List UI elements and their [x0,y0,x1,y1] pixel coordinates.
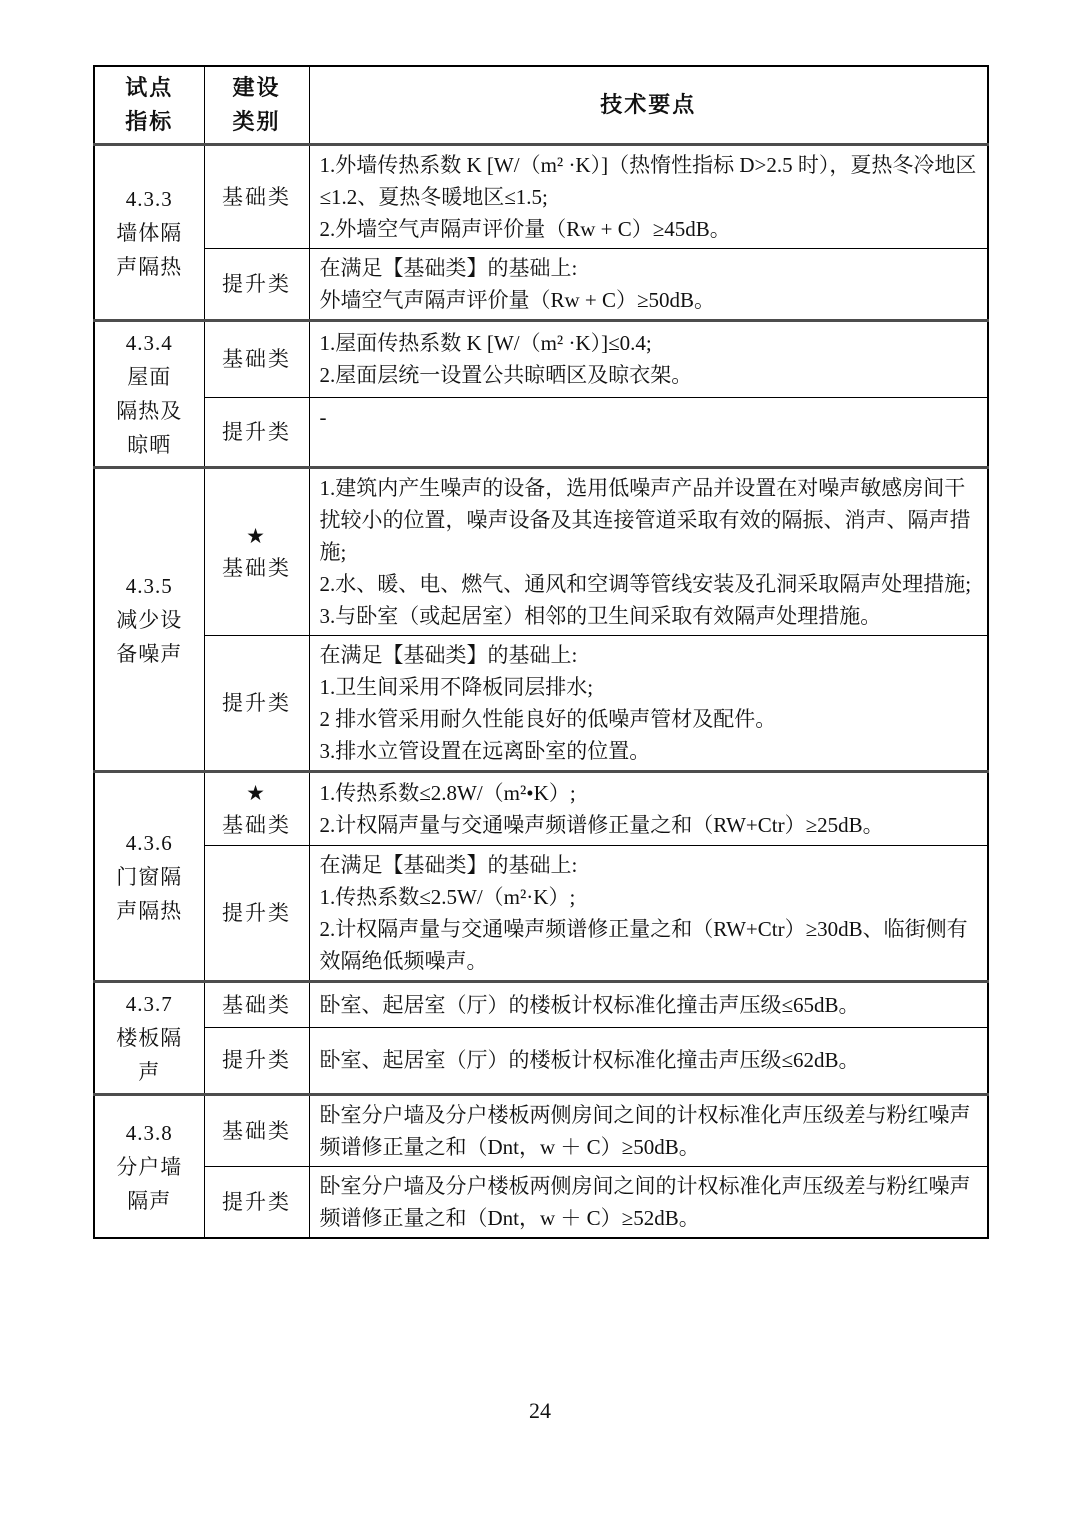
tech-cell [309,772,988,846]
header-tech: 技术要点 [309,66,988,145]
tech-cell [309,636,988,772]
table-row [94,1095,988,1167]
tech-item: 2 排水管采用耐久性能良好的低噪声管材及配件。 [319,707,777,731]
table-row [94,145,988,249]
tech-item: 2.计权隔声量与交通噪声频谱修正量之和（RW+Ctr）≥30dB、临街侧有效隔绝低频噪声。 [319,917,968,973]
category-cell: 基础类 [204,1095,309,1167]
tech-item: 3.排水立管设置在远离卧室的位置。 [319,739,651,763]
tech-item: 2.水、暖、电、燃气、通风和空调等管线安装及孔洞采取隔声处理措施; [319,572,972,596]
indicator-cell: 4.3.3 墙体隔 声隔热 [94,145,204,321]
table-row [94,397,988,467]
table-row [94,321,988,398]
tech-cell [309,1167,988,1239]
table-row [94,636,988,772]
tech-cell [309,1095,988,1167]
tech-item: 1.传热系数≤2.5W/（m²·K）; [319,885,576,909]
tech-item: - [319,404,327,429]
tech-item: 1.建筑内产生噪声的设备，选用低噪声产品并设置在对噪声敏感房间干扰较小的位置，噪声设备及其连接管道采取有效的隔振、消声、隔声措施; [319,476,971,564]
tech-cell [309,397,988,467]
tech-item: 2.计权隔声量与交通噪声频谱修正量之和（RW+Ctr）≥25dB。 [319,813,884,837]
indicator-cell: 4.3.6 门窗隔 声隔热 [94,772,204,982]
tech-item: 卧室、起居室（厅）的楼板计权标准化撞击声压级≤62dB。 [319,1048,860,1073]
tech-item: 在满足【基础类】的基础上: [319,256,578,280]
header-indicator: 试点 指标 [94,66,204,145]
tech-cell [309,1027,988,1094]
spec-table [93,65,989,1239]
tech-cell [309,145,988,249]
tech-cell [309,982,988,1028]
table-row [94,982,988,1028]
category-cell: 提升类 [204,846,309,982]
tech-item: 2.屋面层统一设置公共晾晒区及晾衣架。 [319,363,693,388]
category-cell: 提升类 [204,397,309,467]
category-cell: ★ 基础类 [204,772,309,846]
table-header-row [94,66,988,145]
table-row [94,772,988,846]
tech-item: 1.屋面传热系数 K [W/（m² ·K）]≤0.4; [319,331,652,356]
indicator-cell: 4.3.7 楼板隔 声 [94,982,204,1095]
tech-item: 1.外墙传热系数 K [W/（m² ·K）]（热惰性指标 D>2.5 时），夏热冬冷地区≤1.2、夏热冬暖地区≤1.5; [319,153,977,209]
tech-cell [309,468,988,636]
tech-item: 卧室分户墙及分户楼板两侧房间之间的计权标准化声压级差与粉红噪声频谱修正量之和（Dnt，w ＋ C）≥52dB。 [319,1174,971,1230]
category-cell: 基础类 [204,145,309,249]
table-row [94,1167,988,1239]
tech-cell [309,846,988,982]
tech-item: 2.外墙空气声隔声评价量（Rw + C）≥45dB。 [319,217,731,241]
tech-item: 1.传热系数≤2.8W/（m²•K）; [319,781,576,805]
category-cell: ★ 基础类 [204,468,309,636]
indicator-cell: 4.3.5 减少设 备噪声 [94,468,204,772]
tech-item: 在满足【基础类】的基础上: [319,853,578,877]
header-category: 建设 类别 [204,66,309,145]
table-row [94,468,988,636]
category-cell: 提升类 [204,636,309,772]
category-cell: 提升类 [204,249,309,321]
tech-item: 1.卫生间采用不降板同层排水; [319,675,594,699]
page-number: 24 [529,1398,551,1423]
tech-item: 卧室分户墙及分户楼板两侧房间之间的计权标准化声压级差与粉红噪声频谱修正量之和（Dnt，w ＋ C）≥50dB。 [319,1103,971,1159]
category-cell: 基础类 [204,982,309,1028]
tech-cell [309,321,988,398]
tech-cell [309,249,988,321]
table-row [94,846,988,982]
category-cell: 提升类 [204,1167,309,1239]
tech-item: 3.与卧室（或起居室）相邻的卫生间采取有效隔声处理措施。 [319,604,882,628]
indicator-cell: 4.3.8 分户墙 隔声 [94,1095,204,1239]
table-row [94,1027,988,1094]
table-row [94,249,988,321]
category-cell: 基础类 [204,321,309,398]
tech-item: 在满足【基础类】的基础上: [319,643,578,667]
tech-item: 卧室、起居室（厅）的楼板计权标准化撞击声压级≤65dB。 [319,992,860,1017]
indicator-cell: 4.3.4 屋面 隔热及 晾晒 [94,321,204,468]
category-cell: 提升类 [204,1027,309,1094]
tech-item: 外墙空气声隔声评价量（Rw + C）≥50dB。 [319,288,716,312]
